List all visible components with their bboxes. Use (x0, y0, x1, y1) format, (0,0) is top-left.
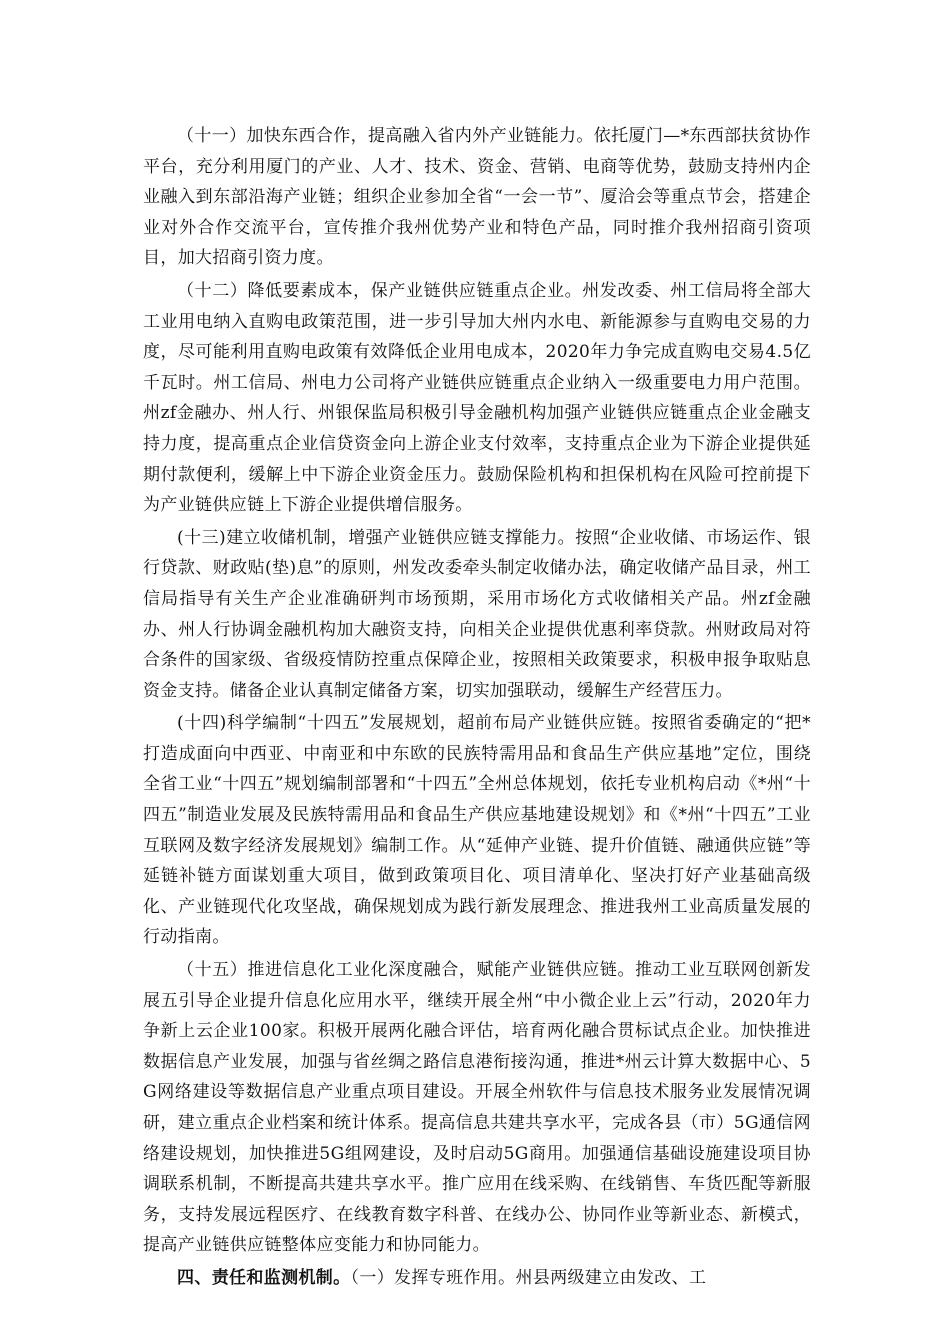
paragraph-15-informatization: （十五）推进信息化工业化深度融合，赋能产业链供应链。推动工业互联网创新发展五引导企业提升信息化应用水平，继续开展全州“中小微企业上云”行动，2020年力争新上云企业100家。积极开展两化融合评估，培育两化融合贯标试点企业。加快推进数据信息产业发展，加强与省丝绸之路信息港衔接沟通，推进*州云计算大数据中心、5G网络建设等数据信息产业重点项目建设。开展全州软件与信息技术服务业发展情况调研，建立重点企业档案和统计体系。提高信息共建共享水平，完成各县（市）5G通信网络建设规划，加快推进5G组网建设，及时启动5G商用。加强通信基础设施建设项目协调联系机制，不断提高共建共享水平。推广应用在线采购、在线销售、车货匹配等新服务，支持发展远程医疗、在线教育数字科普、在线办公、协同作业等新业态、新模式，提高产业链供应链整体应变能力和协同能力。 (143, 960, 811, 1256)
paragraph-13-storage-mechanism: (十三)建立收储机制，增强产业链供应链支撑能力。按照“企业收储、市场运作、银行贷款、财政贴(垫)息”的原则，州发改委牵头制定收储办法，确定收储产品目录，州工信局指导有关生产企业准确研判市场预期，采用市场化方式收储相关产品。州zf金融办、州人行协调金融机构加大融资支持，向相关企业提供优惠利率贷款。州财政局对符合条件的国家级、省级疫情防控重点保障企业，按照相关政策要求，积极申报争取贴息资金支持。储备企业认真制定储备方案，切实加强联动，缓解生产经营压力。 (143, 527, 811, 701)
document-body (143, 121, 811, 1296)
paragraph-12-reduce-factor-costs: （十二）降低要素成本，保产业链供应链重点企业。州发改委、州工信局将全部大工业用电纳入直购电政策范围，进一步引导加大州内水电、新能源参与直购电交易的力度，尽可能利用直购电政策有效降低企业用电成本，2020年力争完成直购电交易4.5亿千瓦时。州工信局、州电力公司将产业链供应链重点企业纳入一级重要电力用户范围。州zf金融办、州人行、州银保监局积极引导金融机构加强产业链供应链重点企业金融支持力度，提高重点企业信贷资金向上游企业支付效率，支持重点企业为下游企业提供延期付款便利，缓解上中下游企业资金压力。鼓励保险机构和担保机构在风险可控前提下为产业链供应链上下游企业提供增信服务。 (143, 280, 811, 516)
section-4-text: （一）发挥专班作用。州县两级建立由发改、工 (350, 1267, 707, 1288)
section-4-paragraph (143, 1263, 811, 1294)
paragraph-14-five-year-plan: (十四)科学编制“十四五”发展规划，超前布局产业链供应链。按照省委确定的“把*打造成面向中西亚、中南亚和中东欧的民族特需用品和食品生产供应基地”定位，围绕全省工业“十四五”规划编制部署和“十四五”全州总体规划，依托专业机构启动《*州“十四五”制造业发展及民族特需用品和食品生产供应基地建设规划》和《*州“十四五”工业互联网及数字经济发展规划》编制工作。从“延伸产业链、提升价值链、融通供应链”等延链补链方面谋划重大项目，做到政策项目化、项目清单化、坚决打好产业基础高级化、产业链现代化攻坚战，确保规划成为践行新发展理念、推进我州工业高质量发展的行动指南。 (143, 713, 811, 948)
paragraph-11-east-west-cooperation: （十一）加快东西合作，提高融入省内外产业链能力。依托厦门—*东西部扶贫协作平台，充分利用厦门的产业、人才、技术、资金、营销、电商等优势，鼓励支持州内企业融入到东部沿海产业链；组织企业参加全省“一会一节”、厦洽会等重点节会，搭建企业对外合作交流平台，宣传推介我州优势产业和特色产品，同时推介我州招商引资项目，加大招商引资力度。 (143, 126, 811, 269)
section-4-heading: 四、责任和监测机制。 (177, 1267, 351, 1288)
